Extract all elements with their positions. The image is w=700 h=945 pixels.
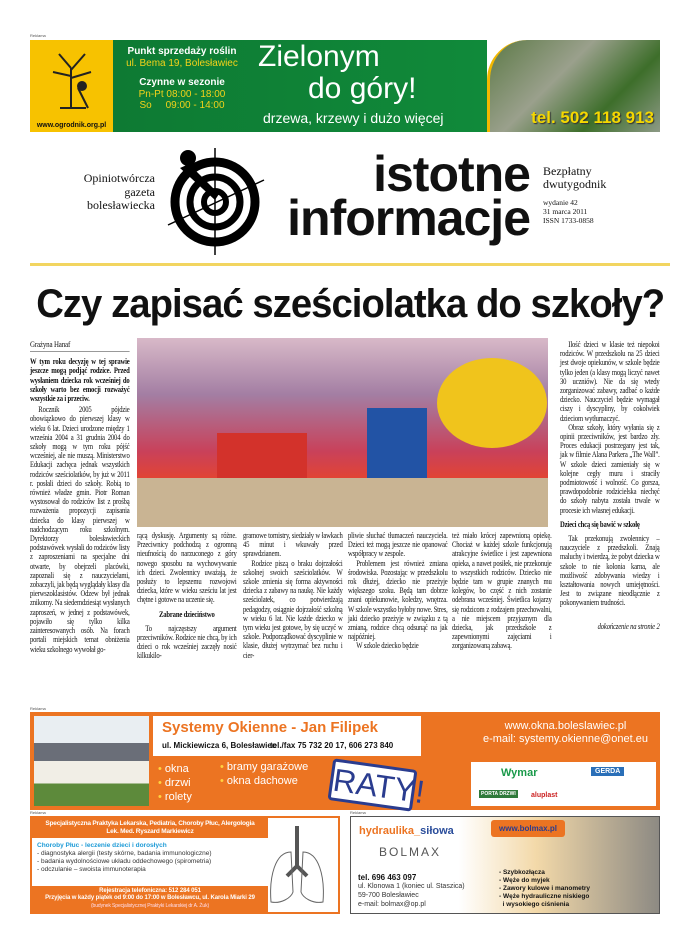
issue-date: 31 marca 2011 <box>543 207 588 216</box>
product-item: • rolety <box>158 790 192 804</box>
article-photo <box>137 338 548 527</box>
article-subheading: Dzieci chcą się bawić w szkołę <box>560 519 640 529</box>
garden-ad[interactable] <box>30 40 660 132</box>
issue-number: wydanie 42 <box>543 198 578 207</box>
service-item: - diagnostyka alergii (testy skórne, badania immunologiczne) <box>37 850 212 857</box>
bolmax-email[interactable]: e-mail: bolmax@op.pl <box>358 901 426 908</box>
garden-open: Czynne w sezonie <box>139 77 225 88</box>
masthead-tagline <box>60 172 155 213</box>
garden-hours-weekdays: Pn-Pt 08:00 - 18:00 <box>138 88 226 100</box>
house-photo <box>34 716 149 806</box>
article-column-1 <box>30 340 130 654</box>
paragraph: gramowe tornistry, siedziały w ławkach 45 minut i wkuwały przed sprawdzianem. <box>243 531 343 559</box>
windows-products-1 <box>158 762 192 804</box>
garden-slogan-2: do góry! <box>308 72 417 105</box>
product-item: • okna <box>158 762 192 776</box>
product-item: i wysokiego ciśnienia <box>499 901 570 908</box>
aluplast-logo: aluplast <box>531 792 558 799</box>
garden-phone: tel. 502 118 913 <box>531 108 654 127</box>
product-item: • bramy garażowe <box>220 760 308 774</box>
brand-part-2: siłowa <box>420 825 454 837</box>
windows-website[interactable]: www.okna.boleslawiec.pl <box>504 720 627 732</box>
medical-hours: Przyjęcia w każdy piątek od 9:00 do 17:00 w Bolesławcu, ul. Karola Miarki 29 <box>45 895 255 901</box>
medical-note: (budynek Specjalistycznej Praktyki Lekarskiej dr A. Żuk) <box>90 902 210 909</box>
paragraph: Rocznik 2005 pójdzie obowiązkowo do pierwszej klasy w wieku 6 lat. Dzieci urodzone między 1 września 2004 a 31 grudnia 2004 do szkoły mogą w tym roku pójść wcześniej, ale nie muszą. Ministerstwo Edukacji zachęca jednak wszystkich rodziców sześciolatków, by już w 2011 r. posłali dzieci do szkoły. Robią to również władze gmin. Piotr Roman wystosował do rodziców list z prośbą rozważenia propozycji zapisania dziecka do klasy pierwszej w nadchodzącym roku szkolnym. Dyrektorzy bolesławieckich podstawówek wysłali do rodziców listy z zaproszeniami na specjalne dni otwarte, by obejrzeli placówki, zapoznali się z nauczycielami, zobaczyli, jak będą wyglądały klasy dla pierwszoklasistów. Odzew był jednak znikomy. Na siedemdziesiąt wysłanych zaproszeń, w jednej z podstawówek, pojawiło się tylko kilka zainteresowanych osób. Na forach portali miejskich temat obniżenia wieku szkolnego wywołał go- <box>30 405 130 654</box>
article-author: Grażyna Hanaf <box>30 340 130 352</box>
windows-products-2 <box>220 760 308 788</box>
bolmax-logo: BOLMAX <box>379 845 442 859</box>
title-line-2: informacje <box>287 190 530 246</box>
medical-phone: Rejestracja telefoniczna: 512 284 051 <box>99 887 201 894</box>
masthead-info <box>543 165 606 225</box>
paragraph: też miało krócej zapewnioną opiekę. Chociaż w każdej szkole funkcjonują atrakcyjne świetlice i jest zapewniona opieka, a nawet posiłek, nie przekonuje to wszystkich rodziców. Dziecko nie będzie tam w grupie znanych mu kolegów, bo część z nich zostanie odebrana wcześniej. Świetlica kojarzy się rodzicom z rodzajem przechowalni, a nie miejscem przyjaznym dla dziecka, jak przedszkole z zapewnionymi zajęciami i zorganizowaną zabawą. <box>452 531 552 651</box>
garden-hours-saturday: So 09:00 - 14:00 <box>139 100 225 111</box>
article-column-6 <box>560 340 660 631</box>
doctor-name: Lek. Med. Ryszard Markiewicz <box>106 828 194 835</box>
wymar-logo: Wymar <box>501 767 538 779</box>
windows-company: Systemy Okienne - Jan Filipek <box>162 719 378 736</box>
paragraph: rącą dyskusję. Argumenty są różne. Przeciwnicy podchodzą z ogromną nieufnością do narzuconego z góry nowego sposobu na wychowywanie ich dzieci. Zwolennicy uważają, że posłuży to lepszemu rozwojowi dziecka, które w wieku sześciu lat jest chętne i gotowe na uczenie się. <box>137 531 237 605</box>
continued-link[interactable]: dokończenie na stronie 2 <box>597 621 660 631</box>
porta-logo: PORTA DRZWI <box>481 791 516 797</box>
paragraph: Ilość dzieci w klasie też niepokoi rodziców. W przedszkolu na 25 dzieci jest dwoje opiekunów, w szkole będzie tylko jeden (a klasy mogą liczyć nawet 30 uczniów). Nie da się wtedy zorganizować zabawy, zadbać o każde dziecko. Nauczyciel będzie wymagał ciszy i dyscypliny, by cokolwiek dzieciom wytłumaczyć. <box>560 340 660 423</box>
windows-address: ul. Mickiewicza 6, Bolesławiec <box>162 741 277 750</box>
product-item: - Węże hydrauliczne niskiego <box>499 893 590 900</box>
masthead-title <box>270 146 530 246</box>
service-item: - badania wydolnościowe układu oddechowego (spirometria) <box>37 858 212 865</box>
windows-email[interactable]: e-mail: systemy.okienne@onet.eu <box>482 733 648 745</box>
bolmax-website[interactable]: www.bolmax.pl <box>491 820 565 837</box>
article-column-2 <box>137 531 237 661</box>
article-column-3 <box>243 531 343 660</box>
bolmax-phone: tel. 696 463 097 <box>358 873 417 882</box>
paragraph: Rodzice piszą o braku dojrzałości szkolnej swoich sześciolatków. W szkole zmienia się forma aktywności dziecka z zabawy na naukę. Nie każdy sześciolatek, co potwierdzają pedagodzy, osiągnie dojrzałość szkolną w wieku 6 lat. Nie każde dziecko w tym wieku jest gotowe, by się uczyć w szkole. Podporządkować dyscyplinie w klasie, dłużej wytrzymać bez ruchu i cier- <box>243 558 343 660</box>
garden-slogan-1: Zielonym <box>258 40 380 73</box>
brand-part-1: hydraulika <box>359 825 415 837</box>
paragraph: W szkole dziecko będzie <box>356 641 419 651</box>
target-logo-icon <box>160 140 265 255</box>
article-column-5 <box>452 531 552 651</box>
garden-subtitle: drzewa, krzewy i dużo więcej <box>263 110 444 126</box>
windows-phone: tel./fax 75 732 20 17, 606 273 840 <box>270 741 394 750</box>
free-label: Bezpłatny <box>543 164 592 178</box>
article-subheading: Zabrane dzieciństwo <box>158 609 215 619</box>
product-item: - Węże do myjek <box>499 877 550 884</box>
installments-stamp: RATY! <box>327 758 417 811</box>
service-item: - odczulanie – swoista immunoterapia <box>37 866 146 873</box>
product-item: - Szybkozłącza <box>499 869 545 876</box>
medical-ad[interactable] <box>30 816 340 914</box>
garden-photo <box>487 40 660 132</box>
bolmax-ad[interactable] <box>350 816 660 914</box>
gerda-logo: GERDA <box>591 767 624 776</box>
article-column-4 <box>348 531 448 651</box>
bolmax-city: 59-700 Bolesławiec <box>358 892 419 899</box>
issn: ISSN 1733-0858 <box>543 216 594 225</box>
article-headline: Czy zapisać sześciolatka do szkoły? <box>36 282 664 326</box>
product-item: • drzwi <box>158 776 192 790</box>
ad-label: Reklama <box>30 810 46 815</box>
ad-label: Reklama <box>30 33 46 38</box>
tagline-line: gazeta <box>124 184 155 199</box>
ad-label: Reklama <box>30 706 46 711</box>
divider <box>30 263 670 266</box>
tagline-line: bolesławiecka <box>87 198 155 212</box>
paragraph: Tak przekonują zwolennicy – nauczyciele z przedszkoli. Znają maluchy i twierdzą, że pobyt dziecka w szkole to nie kolonia karna, ale możliwość zdobywania wiedzy i kształtowania nowych umiejętności. Jest to związane nieodłącznie z pokonywaniem trudności. <box>560 534 660 608</box>
lungs-icon <box>265 822 330 910</box>
title-line-1: istotne <box>373 146 530 202</box>
partner-logos <box>471 762 656 806</box>
windows-ad[interactable] <box>30 712 660 810</box>
gardener-tree-icon <box>42 48 100 110</box>
medical-specialty: Choroby Płuc - leczenie dzieci i dorosłych <box>37 842 167 849</box>
paragraph: pliwie słuchać tłumaczeń nauczyciela. Dzieci też mogą jeszcze nie opanować współpracy w zespole. <box>348 531 448 559</box>
bolmax-address: ul. Klonowa 1 (koniec ul. Staszica) <box>358 883 465 890</box>
garden-url[interactable]: www.ogrodnik.org.pl <box>36 122 107 129</box>
bolmax-brand: hydraulika_siłowa <box>359 825 454 837</box>
article-lead: W tym roku decyzję w tej sprawie jeszcze mogą podjąć rodzice. Przed wysłaniem dziecka rok wcześniej do szkoły warto bez emocji rozważyć wszystkie za i przeciw. <box>30 357 130 404</box>
garden-place: Punkt sprzedaży roślin <box>127 46 237 57</box>
paragraph: To najczęstszy argument przeciwników. Rodzice nie chcą, by ich dzieci o rok wcześniej zaczęły nosić kilkukilo- <box>137 623 237 661</box>
article-headline-wrap <box>30 282 670 326</box>
garden-ad-logo <box>30 40 113 132</box>
product-item: - Zawory kulowe i manometry <box>499 885 591 892</box>
product-item: • okna dachowe <box>220 774 308 788</box>
paragraph: Problemem jest również zmiana środowiska. Pozostając w przedszkolu rok dłużej, dziecko nie przeżyje większego szoku. Będą tam dobrze znani opiekunowie, koledzy, wnętrza. W szkole wszystko byłoby nowe. Stres, jaki dziecko przeżyje w związku z tą zmianą, rodzice chcą odsunąć na jak najpóźniej. <box>348 558 448 642</box>
garden-address: ul. Bema 19, Bolesławiec <box>126 57 238 69</box>
paragraph: Obraz szkoły, który wyłania się z opinii przeciwników, jest bardzo zły. Proces edukacji postrzegany jest tak, jak w filmie Alana Parkera „The Wall”. W szkole dzieci zamieniały się w kolejne cegły muru i straciły podmiotowość i wolność. Co gorsza, prawdopodobnie rodzicielska niechęć do szkoły nabyta została trwale w procesie ich własnej edukacji. <box>560 422 660 515</box>
tagline-line: Opiniotwórcza <box>83 171 155 185</box>
medical-title: Specjalistyczna Praktyka Lekarska, Pediatria, Choroby Płuc, Alergologia <box>45 820 255 827</box>
ad-label: Reklama <box>350 810 366 815</box>
frequency-label: dwutygodnik <box>543 177 607 191</box>
